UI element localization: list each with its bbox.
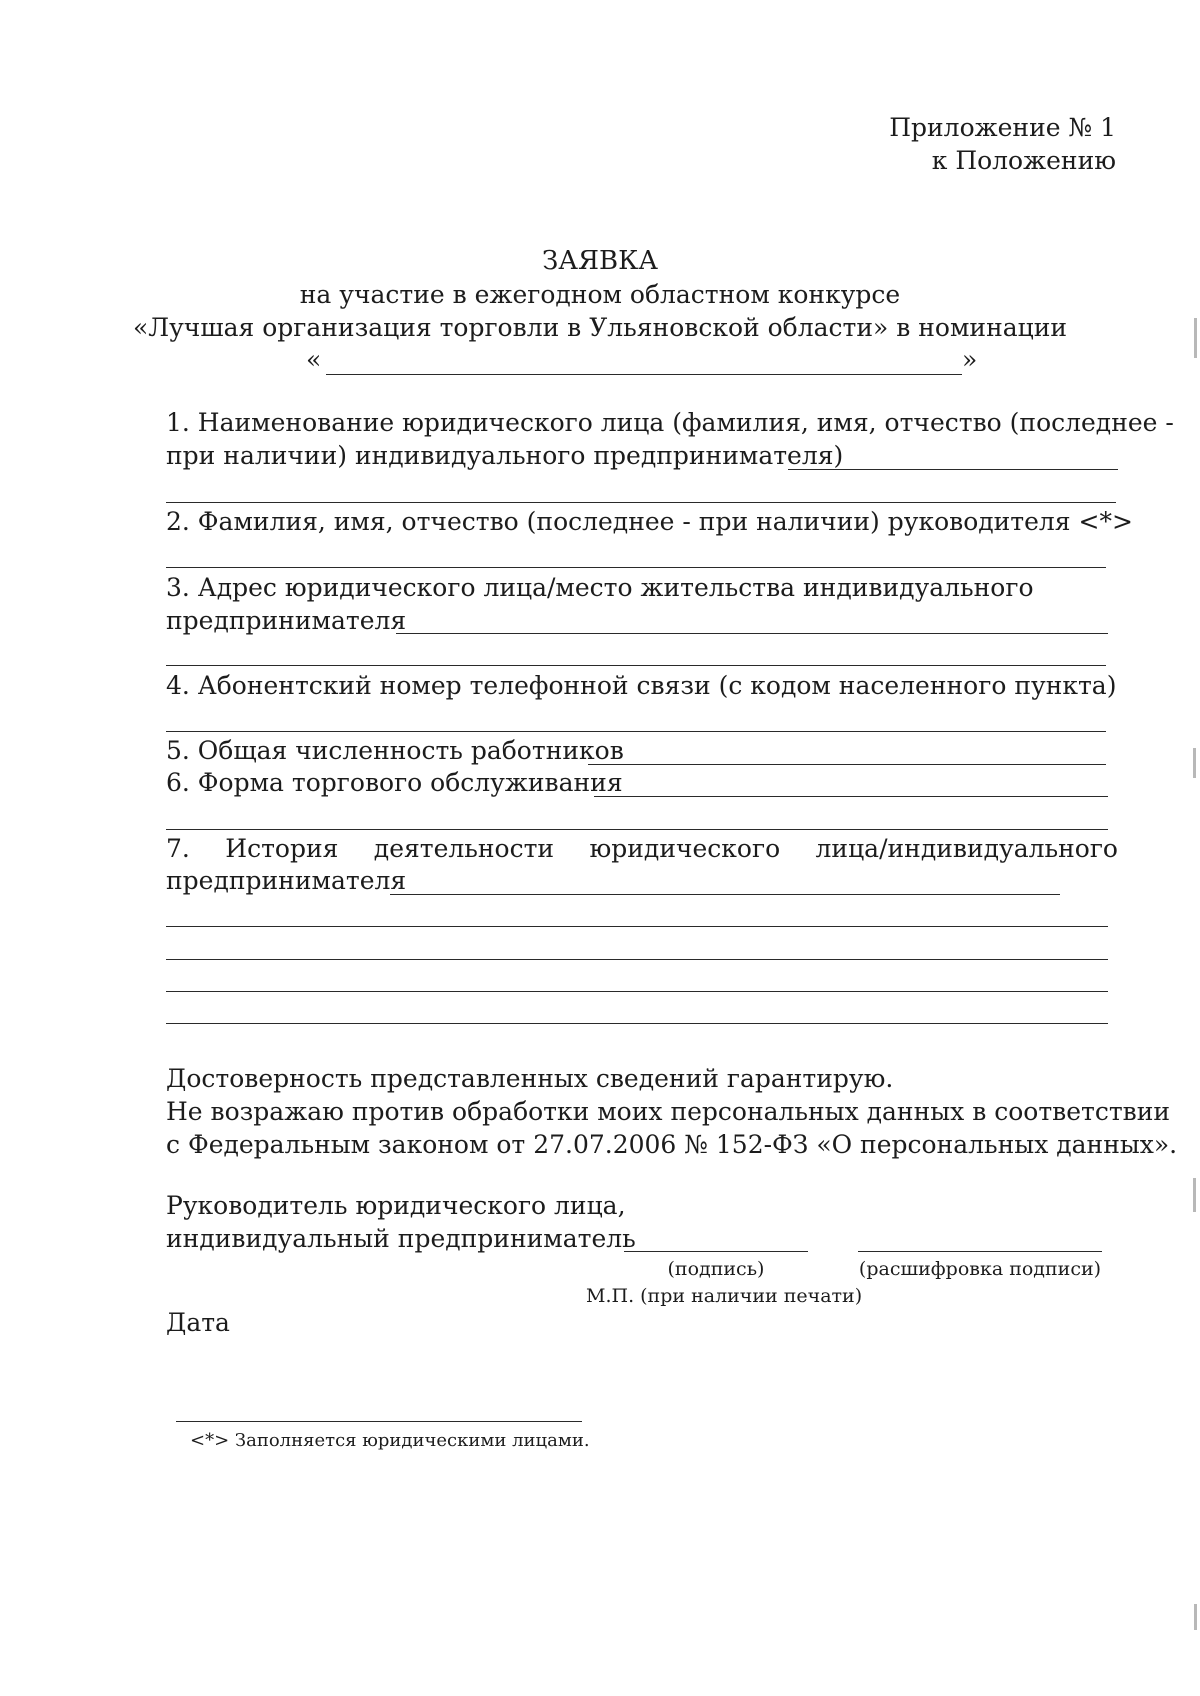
field-7-word: 7. (166, 834, 190, 863)
field-3-input-line-2[interactable] (166, 665, 1106, 666)
consent-statement-line2: с Федеральным законом от 27.07.2006 № 152-ФЗ «О персональных данных». (166, 1130, 1178, 1159)
field-6-input-line[interactable] (594, 796, 1108, 797)
field-3-input-line[interactable] (396, 633, 1108, 634)
field-1-input-line-2[interactable] (166, 502, 1116, 503)
signature-decode-caption: (расшифровка подписи) (858, 1258, 1102, 1280)
date-label: Дата (166, 1308, 230, 1337)
field-5-input-line[interactable] (588, 764, 1106, 765)
field-2-input-line[interactable] (166, 567, 1106, 568)
field-4-label: 4. Абонентский номер телефонной связи (с кодом населенного пункта) (166, 671, 1117, 700)
footnote-separator (176, 1421, 582, 1422)
field-5-label: 5. Общая численность работников (166, 736, 624, 765)
field-4-input-line[interactable] (166, 731, 1106, 732)
field-6-label: 6. Форма торгового обслуживания (166, 768, 623, 797)
nomination-open-quote: « (306, 345, 322, 374)
field-7-word: лица/индивидуального (815, 834, 1118, 863)
consent-statement-line1: Не возражаю против обработки моих персональных данных в соответствии (166, 1097, 1171, 1126)
scan-mark (1193, 1178, 1196, 1212)
scan-mark (1194, 318, 1197, 358)
field-1-input-line[interactable] (788, 469, 1118, 470)
field-7-word: деятельности (373, 834, 555, 863)
nomination-close-quote: » (962, 345, 978, 374)
field-1-label-line1: 1. Наименование юридического лица (фамилия, имя, отчество (последнее - (166, 408, 1174, 437)
signature-caption: (подпись) (667, 1258, 765, 1280)
appendix-number: Приложение № 1 (889, 113, 1116, 142)
scan-mark (1193, 748, 1196, 778)
nomination-field-line[interactable] (326, 374, 962, 375)
field-7-label-line2: предпринимателя (166, 866, 407, 895)
signer-title-line2: индивидуальный предприниматель (166, 1224, 636, 1253)
field-2-label: 2. Фамилия, имя, отчество (последнее - при наличии) руководителя <*> (166, 507, 1133, 536)
footnote: <*> Заполняется юридическими лицами. (190, 1430, 590, 1451)
field-7-input-line-2[interactable] (166, 926, 1108, 927)
field-7-label-line1 (166, 834, 1118, 864)
field-3-label-line2: предпринимателя (166, 606, 407, 635)
appendix-reference: к Положению (931, 146, 1116, 175)
signature-line[interactable] (624, 1251, 808, 1252)
field-7-input-line-3[interactable] (166, 959, 1108, 960)
field-7-input-line[interactable] (390, 894, 1060, 895)
title-subline: на участие в ежегодном областном конкурсе (299, 280, 901, 309)
accuracy-statement: Достоверность представленных сведений гарантирую. (166, 1064, 894, 1093)
field-7-word: История (225, 834, 339, 863)
stamp-note: М.П. (при наличии печати) (586, 1285, 863, 1307)
scan-mark (1194, 1604, 1197, 1630)
contest-name: «Лучшая организация торговли в Ульяновской области» в номинации (132, 313, 1068, 342)
signature-decode-line[interactable] (858, 1251, 1102, 1252)
field-3-label-line1: 3. Адрес юридического лица/место жительства индивидуального (166, 573, 1034, 602)
field-6-input-line-2[interactable] (166, 829, 1108, 830)
field-7-word: юридического (589, 834, 781, 863)
field-1-label-line2: при наличии) индивидуального предпринимателя) (166, 441, 844, 470)
signer-title-line1: Руководитель юридического лица, (166, 1191, 626, 1220)
field-7-input-line-4[interactable] (166, 991, 1108, 992)
field-7-input-line-5[interactable] (166, 1023, 1108, 1024)
document-title: ЗАЯВКА (542, 246, 658, 276)
